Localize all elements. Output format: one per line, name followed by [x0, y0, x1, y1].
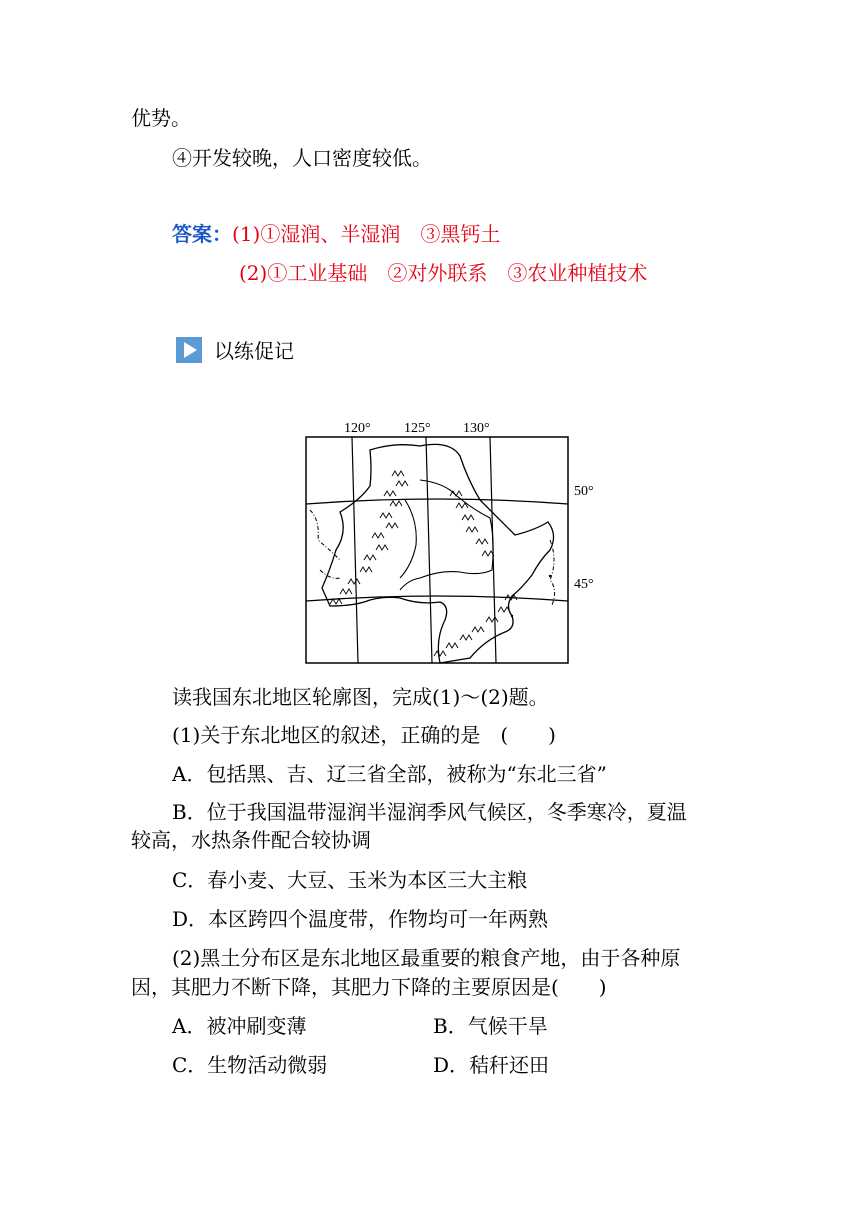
province-boundary-2: [400, 500, 416, 578]
meridian-125: [426, 437, 432, 663]
q2-option-a: A．被冲刷变薄: [172, 1014, 307, 1038]
q1-option-a: A．包括黑、吉、辽三省全部，被称为“东北三省”: [172, 762, 607, 786]
answer-label: 答案：: [172, 222, 232, 246]
mountain-symbols-changbaishan: [434, 595, 517, 656]
prev-text-line1: 优势。: [131, 106, 191, 130]
lat-label-45: 45°: [574, 577, 594, 592]
answer-line1: [172, 222, 500, 246]
q1-option-b-line2: 较高，水热条件配合较协调: [131, 828, 371, 852]
lon-label-125: 125°: [404, 421, 431, 436]
prev-text-line2: ④开发较晚，人口密度较低。: [172, 146, 432, 170]
q1-option-c: C．春小麦、大豆、玉米为本区三大主粮: [172, 868, 528, 892]
q2-stem-line1: (2)黑土分布区是东北地区最重要的粮食产地，由于各种原: [172, 946, 681, 970]
section-title: 以练促记: [214, 339, 294, 363]
answer-line2: (2)①工业基础 ②对外联系 ③农业种植技术: [239, 261, 648, 285]
map-frame: [306, 437, 568, 663]
lat-label-50: 50°: [574, 484, 594, 499]
q1-option-d: D．本区跨四个温度带，作物均可一年两熟: [172, 907, 549, 931]
lon-label-120: 120°: [344, 421, 371, 436]
northeast-china-map: [300, 410, 600, 670]
mountain-symbols-xiaoxinganling: [450, 491, 494, 556]
questions-intro: 读我国东北地区轮廓图，完成(1)～(2)题。: [172, 685, 549, 709]
parallel-50: [306, 499, 568, 504]
q2-option-c: C．生物活动微弱: [172, 1053, 328, 1077]
national-border-west: [310, 510, 340, 578]
answer-part1: (1)①湿润、半湿润 ③黑钙土: [232, 222, 501, 246]
q1-stem: (1)关于东北地区的叙述，正确的是 ( ): [172, 723, 556, 747]
lon-label-130: 130°: [463, 421, 490, 436]
meridian-120: [352, 437, 358, 663]
play-triangle-icon: [176, 337, 202, 363]
province-boundary-1: [400, 480, 493, 590]
section-heading: [176, 335, 294, 364]
parallel-45: [306, 596, 568, 601]
q1-option-b-line1: B．位于我国温带湿润半湿润季风气候区，冬季寒冷，夏温: [172, 800, 687, 824]
q2-option-d: D．秸秆还田: [433, 1053, 550, 1077]
q2-stem-line2: 因，其肥力不断下降，其肥力下降的主要原因是( ): [131, 975, 607, 999]
q2-option-b: B．气候干旱: [433, 1014, 548, 1038]
